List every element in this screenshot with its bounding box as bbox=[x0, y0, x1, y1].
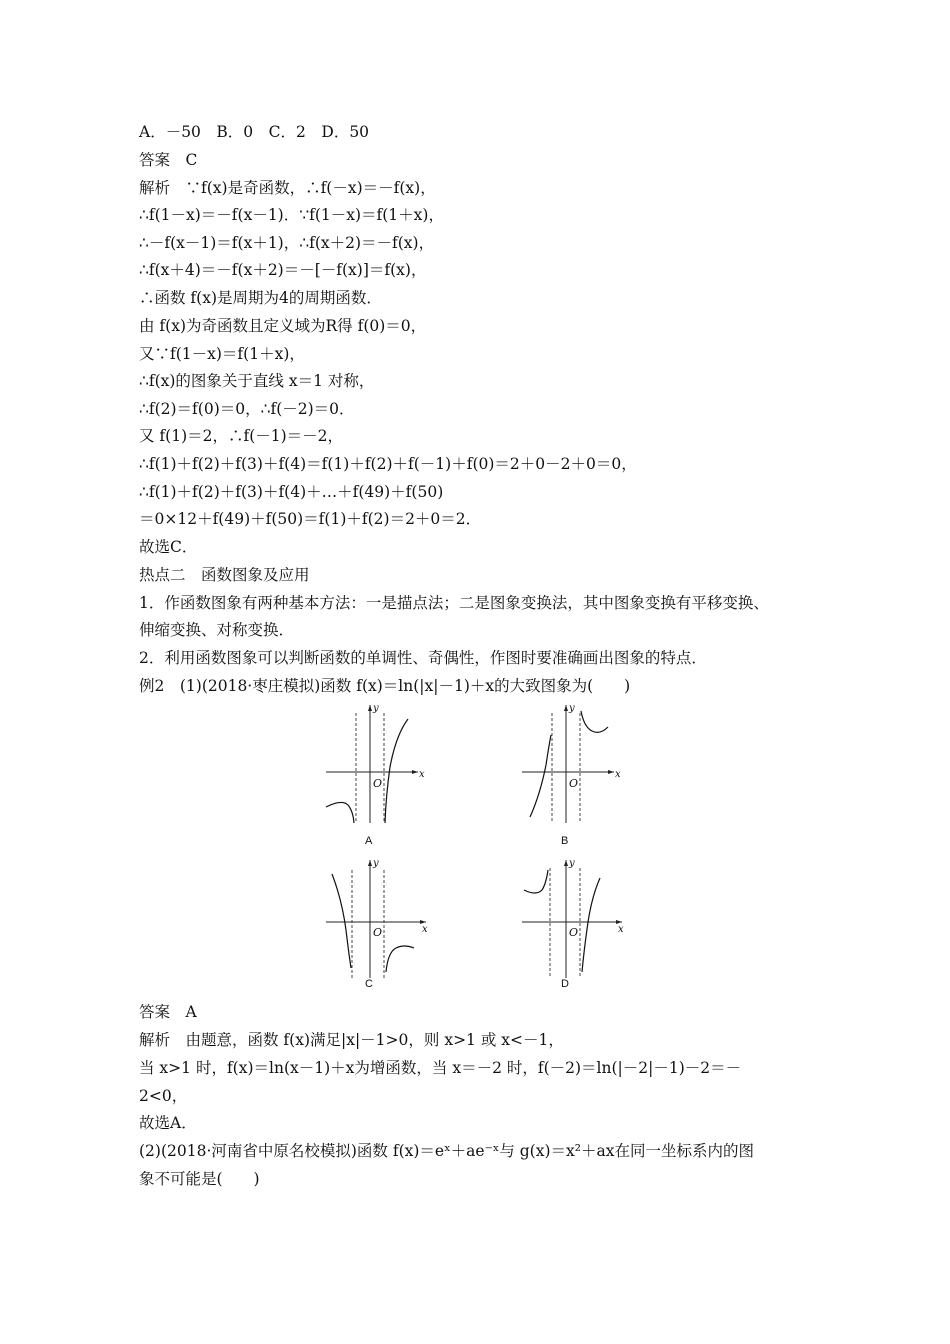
text-line: 伸缩变换、对称变换． bbox=[139, 621, 295, 639]
text-line: ∴f(x＋4)＝－f(x＋2)＝－[－f(x)]＝f(x)， bbox=[139, 261, 427, 279]
y-axis-label: y bbox=[569, 858, 575, 869]
graph-label-c: C bbox=[365, 978, 373, 990]
text-line: ∴f(x)的图象关于直线 x＝1 对称， bbox=[139, 372, 375, 390]
text-line: 答案 C bbox=[139, 151, 198, 169]
origin-label: O bbox=[569, 777, 579, 790]
text-line: 故选A． bbox=[139, 1114, 197, 1132]
curve-left bbox=[326, 802, 354, 823]
text-line: ∴f(1)＋f(2)＋f(3)＋f(4)＝f(1)＋f(2)＋f(－1)＋f(0)＝2＋0－2＋0＝0， bbox=[139, 455, 637, 473]
y-axis-label: y bbox=[373, 703, 379, 714]
text-line: ∴f(1－x)＝－f(x－1)．∵f(1－x)＝f(1＋x)， bbox=[139, 206, 444, 224]
graph-label-b: B bbox=[561, 835, 569, 847]
text-line: 故选C． bbox=[139, 538, 198, 556]
graph-a-svg bbox=[322, 703, 425, 825]
graph-c bbox=[322, 858, 432, 990]
text-line: 1．作函数图象有两种基本方法：一是描点法；二是图象变换法，其中图象变换有平移变换、 bbox=[139, 594, 769, 612]
text-line: 又 f(1)＝2，∴f(－1)＝－2， bbox=[139, 427, 344, 445]
text-line: ∴函数 f(x)是周期为4的周期函数． bbox=[139, 289, 382, 307]
y-axis-label: y bbox=[569, 703, 575, 714]
text-line: ＝0×12＋f(49)＋f(50)＝f(1)＋f(2)＝2＋0＝2． bbox=[139, 510, 482, 528]
x-axis-label: x bbox=[615, 769, 621, 780]
text-line: 解析 由题意，函数 f(x)满足|x|－1>0，则 x>1 或 x<－1， bbox=[139, 1031, 564, 1049]
text-line: 热点二 函数图象及应用 bbox=[139, 566, 310, 584]
curve-right bbox=[582, 878, 600, 972]
text-line: ∴－f(x－1)＝f(x＋1)，∴f(x＋2)＝－f(x)， bbox=[139, 234, 435, 252]
text-line: 2．利用函数图象可以判断函数的单调性、奇偶性，作图时要准确画出图象的特点． bbox=[139, 649, 707, 667]
text-line: 例2 (1)(2018·枣庄模拟)函数 f(x)＝ln(|x|－1)＋x的大致图象为( ) bbox=[139, 677, 631, 695]
curve-left bbox=[524, 870, 548, 893]
x-axis-label: x bbox=[419, 769, 425, 780]
text-line: 又∵f(1－x)＝f(1＋x)， bbox=[139, 345, 305, 363]
text-line: 解析 ∵f(x)是奇函数，∴f(－x)＝－f(x)， bbox=[139, 179, 436, 197]
graph-d bbox=[518, 858, 628, 990]
origin-label: O bbox=[569, 926, 579, 939]
graph-d-svg bbox=[518, 860, 628, 980]
text-line: 2<0， bbox=[139, 1087, 188, 1105]
text-line: (2)(2018·河南省中原名校模拟)函数 f(x)＝eˣ＋ae⁻ˣ与 g(x)＝x²＋ax在同一坐标系内的图 bbox=[139, 1142, 754, 1160]
curve-left bbox=[332, 874, 351, 968]
x-axis-label: x bbox=[422, 924, 428, 935]
text-line: 象不可能是( ) bbox=[139, 1170, 260, 1188]
text-line: 答案 A bbox=[139, 1003, 197, 1021]
curve-right bbox=[386, 946, 414, 972]
origin-label: O bbox=[373, 777, 383, 790]
graph-b bbox=[518, 703, 621, 847]
graph-b-svg bbox=[518, 703, 621, 825]
graph-c-svg bbox=[322, 860, 432, 980]
y-axis-label: y bbox=[373, 858, 379, 869]
text-line: 当 x>1 时，f(x)＝ln(x－1)＋x为增函数，当 x＝－2 时，f(－2)＝ln(|－2|－1)－2＝－ bbox=[139, 1059, 742, 1077]
text-line: ∴f(1)＋f(2)＋f(3)＋f(4)＋…＋f(49)＋f(50) bbox=[139, 483, 444, 501]
graph-label-d: D bbox=[561, 978, 569, 990]
curve-right bbox=[581, 711, 608, 732]
graph-label-a: A bbox=[365, 835, 373, 847]
graph-a bbox=[322, 703, 425, 847]
text-line: 由 f(x)为奇函数且定义域为R得 f(0)＝0， bbox=[139, 317, 427, 335]
curve-right bbox=[385, 719, 408, 823]
x-axis-label: x bbox=[618, 924, 624, 935]
text-line: ∴f(2)＝f(0)＝0，∴f(－2)＝0． bbox=[139, 400, 355, 418]
text-line: A．－50 B．0 C．2 D．50 bbox=[139, 123, 370, 141]
curve-left bbox=[530, 735, 551, 817]
origin-label: O bbox=[373, 926, 383, 939]
